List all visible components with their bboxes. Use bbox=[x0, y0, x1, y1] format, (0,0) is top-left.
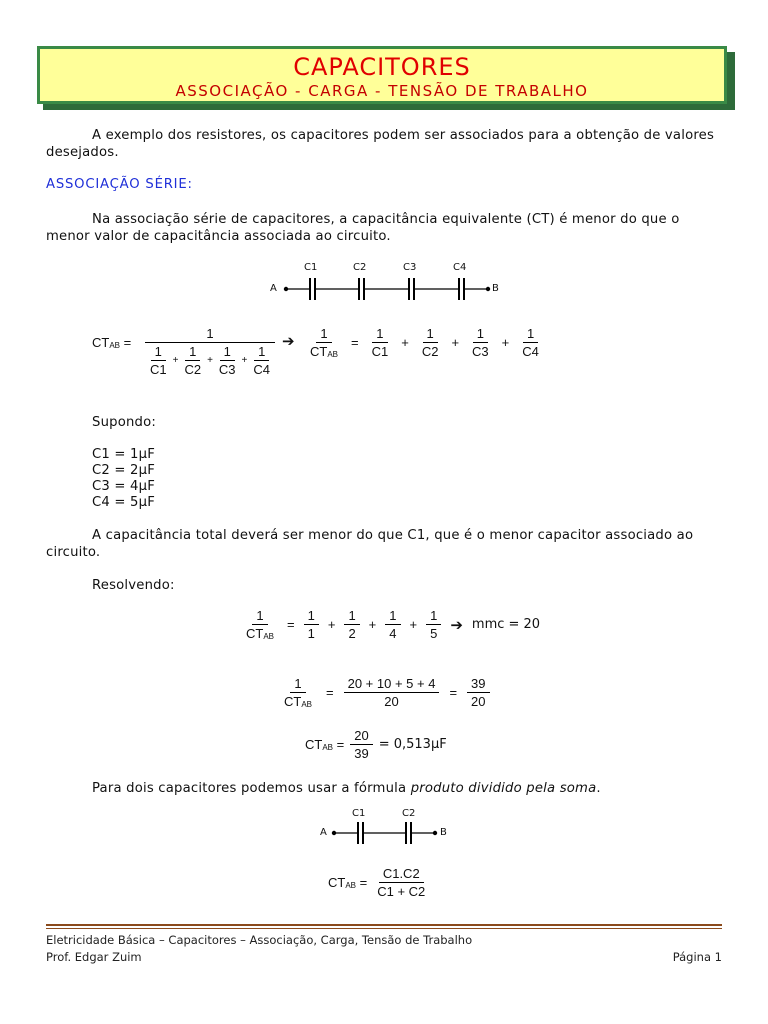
section-heading-series: ASSOCIAÇÃO SÉRIE: bbox=[46, 177, 193, 192]
cap-label-c2: C2 bbox=[353, 262, 367, 273]
page-subtitle: ASSOCIAÇÃO - CARGA - TENSÃO DE TRABALHO bbox=[175, 82, 589, 100]
intro-paragraph: A exemplo dos resistores, os capacitores podem ser associados para a obtenção de valores desejados. bbox=[46, 128, 715, 160]
series-paragraph: Na associação série de capacitores, a capacitância equivalente (CT) é menor do que o menor valor de capacitância associada ao circuito. bbox=[46, 212, 680, 244]
formula-ct-compound-fraction: 1 $\frac{1}{C1}$ + $\frac{1}{C2}$ + $\frac{1}{C3}$ + $\frac{1}{C4}$ bbox=[145, 326, 275, 377]
terminal-a-label: A bbox=[320, 827, 327, 838]
cap-label-c2: C2 bbox=[402, 808, 416, 819]
equation-reciprocal-values: $\frac{1}{\text{CTAB}}$ = $\frac{1}{1}$ + $\frac{1}{2}$ + $\frac{1}{4}$ + $\frac{1}{5}$ ➔ mmc = 20 bbox=[246, 608, 541, 641]
terminal-b-dot bbox=[486, 287, 490, 291]
value-c1: C1 = 1μF bbox=[92, 447, 155, 462]
page-title: CAPACITORES bbox=[293, 53, 471, 81]
cap-label-c3: C3 bbox=[403, 262, 417, 273]
arrow-icon: ➔ bbox=[282, 332, 295, 350]
footer-course-title: Eletricidade Básica – Capacitores – Associação, Carga, Tensão de Trabalho bbox=[46, 933, 473, 947]
equation-ct-result: CTAB = $\frac{20}{39}$ = 0,513μF bbox=[305, 728, 447, 761]
terminal-a-dot bbox=[332, 831, 336, 835]
series-circuit-diagram bbox=[265, 258, 505, 306]
resolvendo-label: Resolvendo: bbox=[92, 578, 175, 593]
header-banner bbox=[37, 46, 727, 104]
total-paragraph: A capacitância total deverá ser menor do que C1, que é o menor capacitor associado ao circuito. bbox=[46, 528, 694, 560]
equation-sum: $\frac{1}{\text{CTAB}}$ = $\frac{20 + 10 + 5 + 4}{20}$ = $\frac{39}{20}$ bbox=[280, 676, 490, 709]
value-c4: C4 = 5μF bbox=[92, 495, 155, 510]
value-c3: C3 = 4μF bbox=[92, 479, 155, 494]
footer-rule-top bbox=[46, 924, 722, 926]
terminal-a-dot bbox=[284, 287, 288, 291]
terminal-b-dot bbox=[433, 831, 437, 835]
cap-label-c1: C1 bbox=[304, 262, 318, 273]
formula-ct-lhs: CTAB = bbox=[92, 335, 132, 350]
cap-label-c4: C4 bbox=[453, 262, 467, 273]
footer-rule-bottom bbox=[46, 928, 722, 929]
terminal-b-label: B bbox=[440, 827, 447, 838]
formula-product-over-sum: CTAB = $\frac{C1.C2}{C1 + C2}$ bbox=[328, 866, 426, 899]
cap-label-c1: C1 bbox=[352, 808, 366, 819]
terminal-b-label: B bbox=[492, 283, 499, 294]
footer-page-number: Página 1 bbox=[672, 950, 722, 964]
value-c2: C2 = 2μF bbox=[92, 463, 155, 478]
two-caps-paragraph: Para dois capacitores podemos usar a fórmula produto dividido pela soma. bbox=[92, 781, 601, 796]
supondo-label: Supondo: bbox=[92, 415, 157, 430]
arrow-icon: ➔ bbox=[450, 616, 463, 634]
formula-reciprocal-sum: $\frac{1}{\text{CTAB}}$ = $\frac{1}{C1}$ + $\frac{1}{C2}$ + $\frac{1}{C3}$ + $\frac{1}{C4}$ bbox=[310, 326, 539, 359]
footer-author: Prof. Edgar Zuim bbox=[46, 950, 142, 964]
two-cap-circuit-diagram bbox=[320, 805, 460, 849]
terminal-a-label: A bbox=[270, 283, 277, 294]
